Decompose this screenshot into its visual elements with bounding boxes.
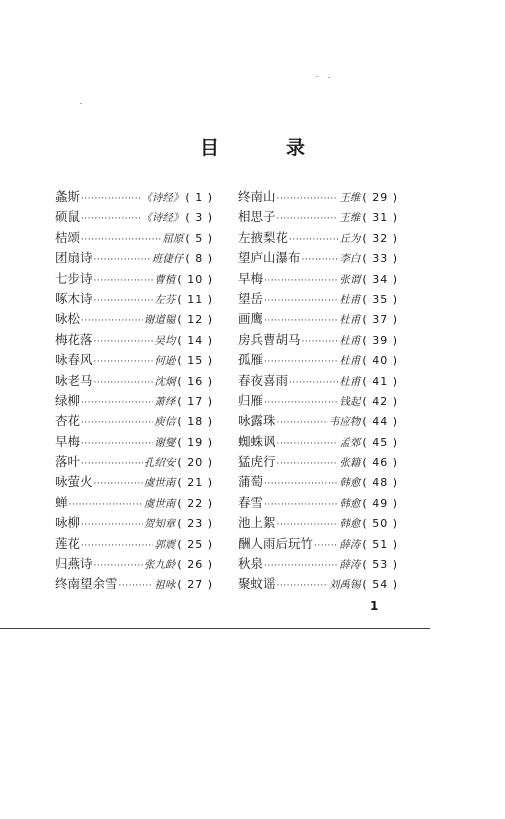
- toc-entry-author: 萧绎: [154, 395, 176, 408]
- toc-entry-title: 团扇诗: [55, 250, 93, 266]
- toc-entry: [55, 350, 213, 370]
- toc-entry-title: 绿柳: [55, 392, 81, 408]
- toc-entry-author: 王维: [339, 192, 361, 204]
- toc-entry-title: 早梅: [238, 270, 264, 286]
- page-title: 目 录: [199, 137, 329, 159]
- toc-entry-page: ( 16 ): [177, 374, 213, 388]
- page-number: 1: [370, 599, 379, 613]
- dot-leader: [81, 189, 140, 207]
- toc-entry-title: 硕鼠: [55, 209, 81, 225]
- toc-entry-page: ( 45 ): [362, 435, 398, 449]
- toc-entry-page: ( 3 ): [185, 211, 213, 225]
- toc-entry: [55, 432, 213, 452]
- dot-leader: [264, 556, 338, 574]
- toc-entry-page: ( 37 ): [362, 313, 398, 327]
- toc-entry-title: 啄木诗: [55, 290, 93, 306]
- toc-entry: [238, 574, 398, 594]
- dot-leader: [289, 230, 338, 248]
- dot-leader: [94, 271, 154, 289]
- dot-leader: [81, 413, 153, 431]
- toc-entry: [238, 207, 398, 227]
- toc-entry-page: ( 41 ): [362, 374, 398, 388]
- toc-entry-title: 咏老马: [55, 372, 93, 388]
- toc-entry-author: 沈炯: [154, 375, 176, 388]
- dot-leader: [264, 393, 338, 411]
- toc-entry-page: ( 14 ): [177, 333, 213, 347]
- dot-leader: [94, 474, 143, 492]
- toc-entry-title: 梅花落: [55, 331, 93, 347]
- dot-leader: [94, 352, 154, 370]
- toc-entry-author: 吴均: [154, 334, 176, 347]
- toc-entry: [238, 554, 398, 574]
- toc-entry-page: ( 54 ): [362, 578, 398, 592]
- toc-entry-title: 咏春风: [55, 352, 93, 368]
- dot-leader: [119, 576, 154, 594]
- toc-entry: [55, 574, 213, 594]
- toc-entry-author: 王维: [339, 212, 361, 225]
- toc-entry-author: 薛涛: [339, 538, 361, 551]
- toc-entry-page: ( 35 ): [362, 292, 398, 306]
- dot-leader: [277, 413, 328, 431]
- toc-entry: [55, 289, 213, 309]
- dot-leader: [264, 495, 338, 513]
- dot-leader: [81, 434, 153, 452]
- toc-entry-title: 春夜喜雨: [238, 372, 289, 388]
- toc-entry-page: ( 5 ): [185, 231, 213, 245]
- toc-entry-page: ( 40 ): [362, 354, 398, 368]
- toc-entry-author: 韦应物: [328, 416, 361, 429]
- dot-leader: [81, 454, 143, 472]
- toc-entry-author: 孔绍安: [143, 457, 176, 470]
- toc-entry-title: 望岳: [238, 290, 264, 306]
- toc-entry: [238, 269, 398, 289]
- toc-entry-author: 刘禹锡: [328, 579, 361, 592]
- toc-entry-page: ( 32 ): [362, 231, 398, 245]
- dot-leader: [81, 209, 140, 227]
- dot-leader: [277, 576, 328, 594]
- toc-entry-title: 杏花: [55, 413, 81, 429]
- toc-entry: [55, 228, 213, 248]
- toc-entry-author: 薛涛: [339, 559, 361, 572]
- toc-entry-author: 韩愈: [339, 518, 361, 531]
- toc-entry: [238, 391, 398, 411]
- toc-entry-author: 何逊: [154, 355, 176, 368]
- dot-leader: [277, 209, 339, 227]
- toc-entry-title: 春雪: [238, 494, 264, 510]
- toc-entry-author: 虞世南: [143, 497, 176, 510]
- toc-entry-page: ( 42 ): [362, 394, 398, 408]
- dot-leader: [69, 495, 143, 513]
- toc-entry-page: ( 11 ): [177, 292, 213, 306]
- toc-entry-author: 李白: [339, 253, 361, 266]
- dot-leader: [302, 250, 339, 268]
- toc-entry-title: 终南望余雪: [55, 576, 118, 592]
- toc-entry: [238, 452, 398, 472]
- toc-entry-author: 虞世南: [143, 477, 176, 490]
- toc-entry-author: 钱起: [339, 395, 361, 408]
- toc-entry-title: 螽斯: [55, 189, 81, 204]
- dot-leader: [264, 352, 338, 370]
- dot-leader: [302, 332, 339, 350]
- toc-entry-page: ( 21 ): [177, 476, 213, 490]
- toc-entry: [55, 248, 213, 268]
- toc-entry-title: 咏松: [55, 311, 81, 327]
- toc-entry-page: ( 50 ): [362, 517, 398, 531]
- toc-entry: [55, 472, 213, 492]
- dot-leader: [264, 474, 338, 492]
- toc-entry-page: ( 33 ): [362, 252, 398, 266]
- dot-leader: [94, 556, 143, 574]
- toc-entry-page: ( 8 ): [185, 252, 213, 266]
- toc-entry: [238, 350, 398, 370]
- toc-entry: [238, 472, 398, 492]
- toc-entry-title: 咏露珠: [238, 413, 276, 429]
- toc-entry: [55, 207, 213, 227]
- toc-entry: [238, 228, 398, 248]
- toc-entry-title: 咏柳: [55, 515, 81, 531]
- dot-leader: [81, 230, 161, 248]
- toc-entry-title: 望庐山瀑布: [238, 250, 301, 266]
- toc-entry-page: ( 25 ): [177, 537, 213, 551]
- toc-entry-author: 张籍: [339, 457, 361, 470]
- toc-right-column: [238, 187, 398, 595]
- toc-entry-author: 左芬: [154, 293, 176, 306]
- toc-entry-page: ( 46 ): [362, 456, 398, 470]
- toc-entry-title: 秋泉: [238, 556, 264, 572]
- toc-entry-title: 池上絮: [238, 515, 276, 531]
- toc-entry-page: ( 26 ): [177, 558, 213, 572]
- toc-entry-page: ( 23 ): [177, 517, 213, 531]
- toc-entry-title: 聚蚊谣: [238, 576, 276, 592]
- toc-entry-title: 早梅: [55, 433, 81, 449]
- toc-entry-page: ( 12 ): [177, 313, 213, 327]
- toc-entry-author: 谢道韫: [143, 314, 176, 327]
- toc-entry-author: 屈原: [162, 232, 184, 245]
- toc-entry: [55, 371, 213, 391]
- toc-entry-author: 杜甫: [339, 314, 361, 327]
- toc-entry-title: 孤雁: [238, 352, 264, 368]
- toc-entry-title: 归燕诗: [55, 556, 93, 572]
- dot-leader: [277, 189, 339, 207]
- toc-entry-title: 落叶: [55, 454, 81, 470]
- toc-entry-page: ( 1 ): [185, 191, 213, 204]
- toc-entry-page: ( 19 ): [177, 435, 213, 449]
- toc-entry: [238, 289, 398, 309]
- toc-entry-title: 桔颂: [55, 229, 81, 245]
- toc-entry-title: 房兵曹胡马: [238, 331, 301, 347]
- toc-entry-page: ( 48 ): [362, 476, 398, 490]
- toc-entry-title: 相思子: [238, 209, 276, 225]
- toc-entry-page: ( 17 ): [177, 394, 213, 408]
- toc-entry-page: ( 18 ): [177, 415, 213, 429]
- dot-leader: [264, 311, 338, 329]
- toc-entry-page: ( 20 ): [177, 456, 213, 470]
- toc-entry: [55, 493, 213, 513]
- toc-entry-author: 韩愈: [339, 477, 361, 490]
- print-speck: [316, 76, 318, 77]
- print-speck: [80, 103, 82, 104]
- toc-entry: [238, 513, 398, 533]
- toc-entry-title: 终南山: [238, 189, 276, 204]
- toc-entry-page: ( 15 ): [177, 354, 213, 368]
- dot-leader: [81, 536, 153, 554]
- toc-entry: [238, 371, 398, 391]
- toc-entry-author: 祖咏: [154, 579, 176, 592]
- dot-leader: [81, 393, 153, 411]
- dot-leader: [277, 454, 339, 472]
- toc-entry-page: ( 27 ): [177, 578, 213, 592]
- toc-entry-page: ( 31 ): [362, 211, 398, 225]
- toc-entry: [55, 534, 213, 554]
- toc-entry-title: 蝉: [55, 494, 68, 510]
- toc-entry: [55, 554, 213, 574]
- toc-entry-page: ( 49 ): [362, 496, 398, 510]
- toc-entry: [238, 432, 398, 452]
- toc-entry-author: 《诗经》: [141, 212, 184, 225]
- dot-leader: [94, 250, 151, 268]
- toc-entry-author: 杜甫: [339, 375, 361, 388]
- toc-entry-title: 咏萤火: [55, 474, 93, 490]
- toc-entry: [55, 309, 213, 329]
- toc-entry-page: ( 53 ): [362, 558, 398, 572]
- toc-entry-author: 杜甫: [339, 293, 361, 306]
- bottom-rule: [0, 628, 430, 629]
- toc-entry-author: 张九龄: [143, 559, 176, 572]
- toc-entry-author: 杜甫: [339, 334, 361, 347]
- dot-leader: [264, 271, 338, 289]
- toc-entry-page: ( 29 ): [362, 191, 398, 204]
- toc-entry-author: 丘为: [339, 232, 361, 245]
- toc-entry-author: 韩愈: [339, 497, 361, 510]
- toc-entry: [238, 534, 398, 554]
- toc-entry-title: 酬人雨后玩竹: [238, 535, 314, 551]
- toc-entry-author: 《诗经》: [141, 192, 184, 204]
- print-speck: [328, 77, 330, 78]
- toc-entry-title: 归雁: [238, 392, 264, 408]
- toc-entry-author: 张谓: [339, 273, 361, 286]
- dot-leader: [277, 515, 339, 533]
- toc-entry: [238, 309, 398, 329]
- toc-entry: [55, 452, 213, 472]
- toc-entry: [238, 248, 398, 268]
- toc-entry: [55, 411, 213, 431]
- dot-leader: [264, 291, 338, 309]
- toc-entry: [238, 330, 398, 350]
- toc-entry-title: 七步诗: [55, 270, 93, 286]
- toc-left-column: [55, 187, 213, 595]
- dot-leader: [314, 536, 338, 554]
- toc-entry-page: ( 34 ): [362, 272, 398, 286]
- dot-leader: [289, 373, 338, 391]
- dot-leader: [94, 332, 154, 350]
- toc-entry: [55, 269, 213, 289]
- toc-entry-author: 庾信: [154, 416, 176, 429]
- toc-entry-title: 猛虎行: [238, 454, 276, 470]
- toc-entry-page: ( 44 ): [362, 415, 398, 429]
- toc-entry: [238, 493, 398, 513]
- toc-entry: [55, 330, 213, 350]
- toc-entry-title: 左掖梨花: [238, 229, 289, 245]
- toc-entry: [238, 187, 398, 207]
- toc-entry-title: 蜘蛛讽: [238, 433, 276, 449]
- toc-entry-author: 曹植: [154, 273, 176, 286]
- toc-entry-author: 谢燮: [154, 436, 176, 449]
- toc-entry-page: ( 39 ): [362, 333, 398, 347]
- toc-entry-author: 孟郊: [339, 436, 361, 449]
- dot-leader: [277, 434, 339, 452]
- dot-leader: [81, 311, 143, 329]
- toc-entry-author: 杜甫: [339, 355, 361, 368]
- dot-leader: [94, 291, 154, 309]
- toc-entry-title: 画鹰: [238, 311, 264, 327]
- dot-leader: [81, 515, 143, 533]
- toc-entry-author: 班倢仔: [151, 253, 184, 266]
- toc-entry-page: ( 51 ): [362, 537, 398, 551]
- toc-entry: [55, 391, 213, 411]
- toc-entry: [238, 411, 398, 431]
- toc-entry: [55, 187, 213, 207]
- toc-entry-title: 蒲萄: [238, 474, 264, 490]
- toc-entry-page: ( 22 ): [177, 496, 213, 510]
- toc-entry-author: 贺知章: [143, 518, 176, 531]
- toc-entry-author: 郭震: [154, 538, 176, 551]
- toc-entry-title: 莲花: [55, 535, 81, 551]
- toc-entry: [55, 513, 213, 533]
- dot-leader: [94, 373, 154, 391]
- toc-entry-page: ( 10 ): [177, 272, 213, 286]
